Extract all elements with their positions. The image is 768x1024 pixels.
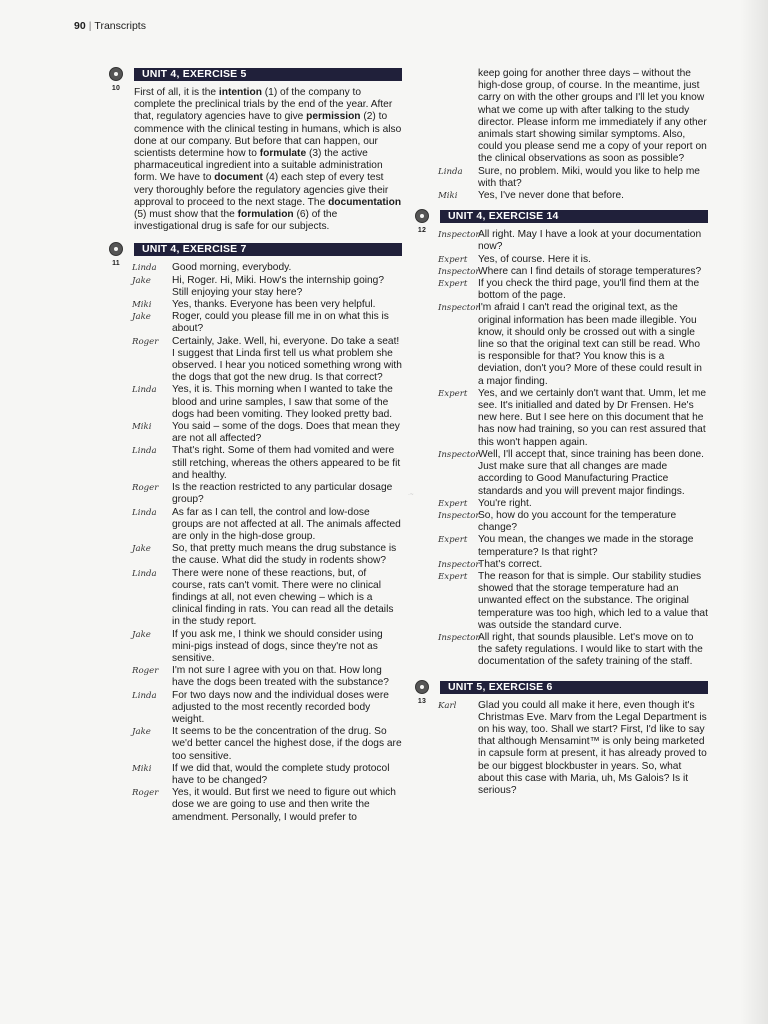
dialogue-line [134, 629, 402, 666]
key-term: documentation [328, 196, 402, 208]
dialogue-line [134, 726, 402, 763]
exercise-heading-u5e6 [417, 680, 708, 705]
speaker-name: Linda [132, 507, 157, 518]
speaker-name: Inspector [438, 449, 480, 460]
speaker-name: Jake [132, 312, 151, 323]
dialogue-line [440, 229, 708, 253]
cd-icon [109, 242, 123, 256]
audio-track-marker [106, 242, 126, 270]
dialogue-line [440, 700, 708, 798]
page-header [74, 20, 146, 32]
dialogue-line [134, 690, 402, 727]
paragraph-text: (5) must show that the [134, 209, 238, 221]
speaker-name: Inspector [438, 510, 480, 521]
dialogue-line [440, 254, 708, 266]
speech-text: That's right. Some of them had vomited and were still retching, whereas the others appeared to be fit and healthy. [172, 445, 401, 481]
dialogue-line [440, 559, 708, 571]
speaker-name: Expert [438, 279, 468, 290]
speaker-name: Jake [132, 544, 151, 555]
speech-text: Good morning, everybody. [172, 262, 292, 274]
dialogue-line [134, 275, 402, 299]
speaker-name: Expert [438, 535, 468, 546]
speaker-name: Linda [132, 263, 157, 274]
cd-icon [415, 680, 429, 694]
exercise-title: UNIT 4, EXERCISE 5 [142, 68, 247, 80]
key-term: document [214, 172, 263, 184]
dialogue-line [134, 787, 402, 824]
speech-text: For two days now and the individual doses were adjusted to the most recently recorded body weight. [172, 689, 389, 725]
speech-text: All right, that sounds plausible. Let's move on to the safety regulations. I would like to start with the documentation of the safety training of the staff. [478, 631, 703, 668]
cd-icon [109, 67, 123, 81]
key-term: formulation [237, 209, 294, 221]
speech-text: So, how do you account for the temperature change? [478, 509, 677, 534]
speaker-name: Expert [438, 498, 468, 509]
speech-text: Certainly, Jake. Well, hi, everyone. Do take a seat! I suggest that Linda first tell us what problem she observed. I hear you noticed something wrong with the dogs that got the new drug. Is that correct? [172, 335, 402, 384]
speaker-name: Linda [132, 385, 157, 396]
scan-mark: ·~ [408, 492, 414, 498]
speaker-name: Linda [132, 690, 157, 701]
speaker-name: Inspector [438, 559, 480, 570]
key-term: intention [218, 87, 262, 98]
dialogue-line [134, 482, 402, 506]
speech-text: Glad you could all make it here, even though it's Christmas Eve. Marv from the Legal Department is on his way, too. Shall we start? First, I'd like to say that although Mensamint™ is only being marketed in capsule form at present, it has already proved to be our biggest blockbuster in years. So, what about this case with Maria, uh, Ms Galois? Is it serious? [478, 699, 707, 796]
dialogue-line [134, 665, 402, 689]
key-term: permission [306, 111, 361, 123]
speaker-name: Linda [438, 166, 463, 177]
speaker-name: Inspector [438, 303, 480, 314]
header-separator: | [88, 20, 92, 32]
page-number: 90 [74, 20, 86, 32]
exercise-title: UNIT 5, EXERCISE 6 [448, 680, 553, 693]
speech-text: As far as I can tell, the control and low-dose groups are not affected at all. The animals affected are only in the high-dose group. [172, 506, 401, 542]
dialogue-line [440, 388, 708, 449]
section-title: Transcripts [94, 20, 146, 32]
speaker-name: Miki [132, 763, 152, 774]
speaker-name: Miki [438, 191, 458, 202]
dialogue-line [440, 68, 708, 166]
track-number: 13 [417, 697, 427, 705]
dialogue-line [440, 166, 708, 190]
speech-text: Yes, thanks. Everyone has been very helpful. [172, 299, 376, 311]
speaker-name: Miki [132, 300, 152, 311]
speech-text: Yes, and we certainly don't want that. Umm, let me see. It's initialled and dated by Dr Frensen. He's new here. But I see here on this document that he has now had training, so you can rest assured that this won't happen again. [478, 387, 707, 448]
speaker-name: Expert [438, 571, 468, 582]
speech-text: Where can I find details of storage temperatures? [478, 265, 702, 277]
speech-text: Yes, of course. Here it is. [478, 253, 591, 265]
speech-text: The reason for that is simple. Our stability studies showed that the storage temperature had an unwanted effect on the substance. The original temperature was too high, which led to a value that was outside the standard curve. [478, 570, 708, 631]
left-column [111, 68, 402, 824]
speech-text: Sure, no problem. Miki, would you like to help me with that? [478, 165, 700, 189]
paragraph-text: (4) each step of every test very thoroughly before the regulatory agencies give their approval to proceed to the next stage. The [134, 172, 389, 208]
speech-text: I'm afraid I can't read the original text, as the original information has been made illegible. You know, it should only be crossed out with a single line so that the original text can still be read. Who is responsible for that? You know this is a deviation, don't you? More of these could result in a major finding. [478, 302, 702, 387]
speaker-name: Jake [132, 727, 151, 738]
dialogue-line [440, 302, 708, 387]
speaker-name: Inspector [438, 266, 480, 277]
speech-text: Is the reaction restricted to any particular dosage group? [172, 482, 393, 506]
speech-text: You mean, the changes we made in the storage temperature? Is that right? [478, 534, 694, 558]
dialogue-line [440, 510, 708, 534]
speaker-name: Miki [132, 422, 152, 433]
speech-text: All right. May I have a look at your documentation now? [478, 229, 702, 253]
dialogue-line [440, 498, 708, 510]
exercise-paragraph [134, 87, 402, 233]
dialogue-line [440, 571, 708, 632]
dialogue-line [134, 568, 402, 629]
speaker-name: Jake [132, 629, 151, 640]
speech-text: You're right. [478, 497, 532, 509]
paragraph-text: (1) of the company to complete the preclinical trials by the end of the year. After that, regulatory agencies have to give [134, 87, 393, 123]
dialogue-line [440, 632, 708, 669]
speech-text: If you check the third page, you'll find them at the bottom of the page. [478, 278, 700, 302]
audio-track-marker [412, 680, 432, 708]
dialogue-line [440, 278, 708, 302]
speaker-name: Inspector [438, 230, 480, 241]
right-column [417, 68, 708, 797]
audio-track-marker [106, 67, 126, 95]
dialogue-line [134, 384, 402, 421]
dialogue-line [440, 266, 708, 278]
speech-text: It seems to be the concentration of the drug. So we'd better cancel the highest dose, if the dogs are too sensitive. [172, 726, 402, 762]
speaker-name: Karl [438, 700, 457, 711]
track-number: 10 [111, 85, 121, 92]
dialogue [440, 229, 708, 668]
dialogue-continuation [440, 68, 708, 202]
dialogue-line [440, 190, 708, 202]
speech-text: Roger, could you please fill me in on what this is about? [172, 311, 389, 335]
dialogue [440, 700, 708, 798]
speaker-name: Roger [132, 483, 159, 494]
paragraph-text: (3) the active pharmaceutical ingredient into a suitable administration form. We have to [134, 148, 383, 184]
speech-text: keep going for another three days – without the high-dose group, of course. In the meantime, just carry on with the other groups and I'll let you know what we come up with after talking to the study director. Please inform me immediately if any other animals start showing similar symptoms. Also, could you please send me a copy of your report on the clinical observations as soon as possible? [478, 68, 707, 165]
dialogue-line [134, 311, 402, 335]
paragraph-text: (6) of the investigational drug is safe for our subjects. [134, 209, 338, 233]
speech-text: Yes, it would. But first we need to figure out which dose we are going to use and then write the amendment. Personally, I would prefer to [172, 787, 396, 823]
speaker-name: Inspector [438, 632, 480, 643]
speech-text: Yes, it is. This morning when I wanted to take the blood and urine samples, I saw that some of the dogs had been vomiting. They looked pretty bad. [172, 384, 393, 420]
track-number: 11 [112, 260, 120, 268]
paragraph-text: First of all, it is the [134, 87, 219, 98]
speech-text: Hi, Roger. Hi, Miki. How's the internship going? Still enjoying your stay here? [172, 274, 385, 298]
speech-text: Yes, I've never done that before. [478, 190, 624, 202]
exercise-title: UNIT 4, EXERCISE 7 [142, 243, 247, 256]
dialogue-line [134, 543, 402, 567]
speaker-name: Linda [132, 446, 157, 457]
speech-text: That's correct. [478, 558, 543, 570]
dialogue-line [440, 449, 708, 498]
dialogue-line [134, 336, 402, 385]
dialogue-line [440, 534, 708, 558]
cd-icon [415, 209, 429, 223]
speech-text: If we did that, would the complete study protocol have to be changed? [172, 762, 390, 786]
page-edge-shadow [740, 0, 768, 1024]
speech-text: You said – some of the dogs. Does that mean they are not all affected? [172, 421, 400, 445]
dialogue-line [134, 763, 402, 787]
dialogue [134, 262, 402, 823]
track-number: 12 [417, 227, 427, 235]
audio-track-marker [412, 209, 432, 237]
dialogue-line [134, 507, 402, 544]
key-term: formulate [259, 148, 307, 160]
speaker-name: Roger [132, 666, 159, 677]
speech-text: Well, I'll accept that, since training has been done. Just make sure that all changes are made according to Good Manufacturing Practice standards and you will prevent major findings. [478, 448, 705, 497]
exercise-heading-u4e14 [417, 210, 708, 235]
speaker-name: Jake [132, 275, 151, 286]
speaker-name: Roger [132, 788, 159, 799]
dialogue-line [134, 262, 402, 274]
dialogue-line [134, 421, 402, 445]
speaker-name: Expert [438, 388, 468, 399]
exercise-heading-u4e5 [111, 68, 402, 92]
exercise-title: UNIT 4, EXERCISE 14 [448, 210, 559, 223]
speech-text: If you ask me, I think we should consider using mini-pigs instead of dogs, since they're not as sensitive. [172, 628, 383, 664]
speaker-name: Roger [132, 336, 159, 347]
dialogue-line [134, 299, 402, 311]
dialogue-line [134, 445, 402, 482]
speech-text: There were none of these reactions, but, of course, rats can't vomit. There were no clinical findings at all, not even chewing – which is a clinical finding in rats. You can read all the details in the study report. [172, 567, 394, 628]
speaker-name [438, 68, 478, 166]
speech-text: So, that pretty much means the drug substance is the cause. What did the study in rodents show? [172, 543, 397, 567]
speech-text: I'm not sure I agree with you on that. How long have the dogs been treated with the substance? [172, 665, 389, 689]
speaker-name: Linda [132, 568, 157, 579]
speaker-name: Expert [438, 254, 468, 265]
paragraph-text: (2) to commence with the clinical testing in humans, which is also done at our company. But before that can happen, our scientists determine how to [134, 111, 402, 160]
